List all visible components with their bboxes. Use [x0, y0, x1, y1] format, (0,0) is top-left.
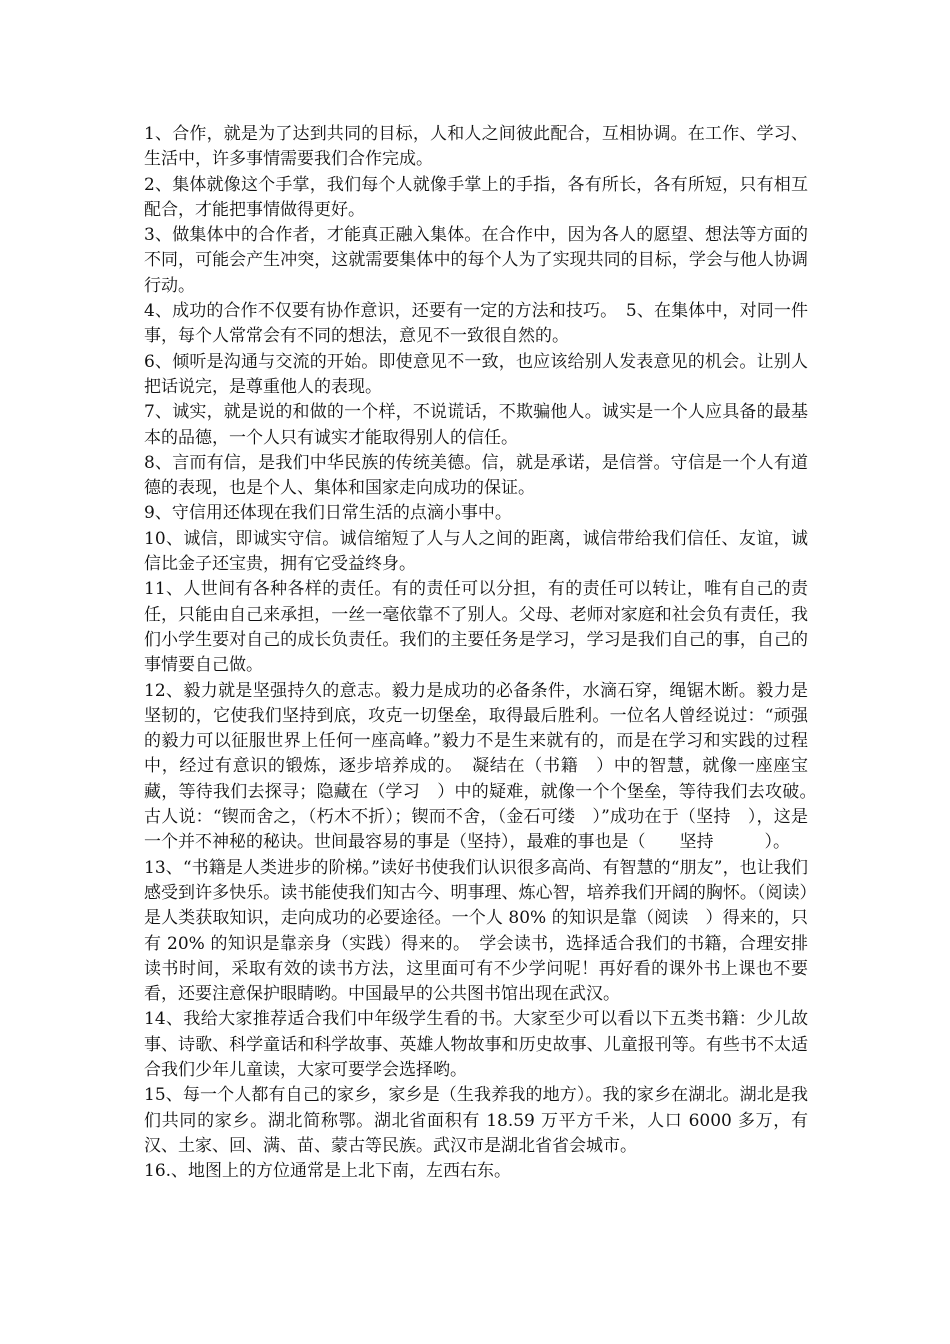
paragraph-9: 9、守信用还体现在我们日常生活的点滴小事中。 — [144, 503, 512, 524]
paragraph-11: 11、人世间有各种各样的责任。有的责任可以分担，有的责任可以转让，唯有自己的责任，只能由自己来承担，一丝一毫依靠不了别人。父母、老师对家庭和社会负有责任，我们小学生要对自己的成长负责任。我们的主要任务是学习，学习是我们自己的事，自己的事情要自己做。 — [144, 579, 808, 676]
paragraph-13: 13、“书籍是人类进步的阶梯。”读好书使我们认识很多高尚、有智慧的“朋友”，也让我们感受到许多快乐。读书能使我们知古今、明事理、炼心智，培养我们开阔的胸怀。（阅读）是人类获取知识，走向成功的必要途径。一个人 80% 的知识是靠（阅读 ）得来的，只有 20% 的知识是靠亲身（实践）得来的。 学会读书，选择适合我们的书籍，合理安排读书时间，采取有效的读书方法，这里面可有不少学问呢！再好看的课外书上课也不要看，还要注意保护眼睛哟。中国最早的公共图书馆出现在武汉。 — [144, 857, 808, 1005]
paragraph-6: 6、倾听是沟通与交流的开始。即使意见不一致，也应该给别人发表意见的机会。让别人把话说完，是尊重他人的表现。 — [144, 351, 808, 397]
paragraph-16: 16.、地图上的方位通常是上北下南，左西右东。 — [144, 1161, 512, 1182]
paragraph-4-5: 4、成功的合作不仅要有协作意识，还要有一定的方法和技巧。 5、在集体中，对同一件事，每个人常常会有不同的想法，意见不一致很自然的。 — [144, 301, 808, 347]
paragraph-15: 15、每一个人都有自己的家乡，家乡是（生我养我的地方）。我的家乡在湖北。湖北是我们共同的家乡。湖北简称鄂。湖北省面积有 18.59 万平方千米，人口 6000 多万，有汉、土家、回、满、苗、蒙古等民族。武汉市是湖北省省会城市。 — [144, 1085, 808, 1156]
paragraph-3: 3、做集体中的合作者，才能真正融入集体。在合作中，因为各人的愿望、想法等方面的不同，可能会产生冲突，这就需要集体中的每个人为了实现共同的目标，学会与他人协调行动。 — [144, 225, 808, 296]
paragraph-14: 14、我给大家推荐适合我们中年级学生看的书。大家至少可以看以下五类书籍：少儿故事、诗歌、科学童话和科学故事、英雄人物故事和历史故事、儿童报刊等。有些书不太适合我们少年儿童读，大家可要学会选择哟。 — [144, 1009, 808, 1080]
document-body — [144, 122, 825, 1184]
paragraph-2: 2、集体就像这个手掌，我们每个人就像手掌上的手指，各有所长，各有所短，只有相互配合，才能把事情做得更好。 — [144, 174, 808, 220]
paragraph-12: 12、毅力就是坚强持久的意志。毅力是成功的必备条件，水滴石穿，绳锯木断。毅力是坚韧的，它使我们坚持到底，攻克一切堡垒，取得最后胜利。一位名人曾经说过：“顽强的毅力可以征服世界上任何一座高峰。”毅力不是生来就有的，而是在学习和实践的过程中，经过有意识的锻炼，逐步培养成的。 凝结在（书籍 ）中的智慧，就像一座座宝藏，等待我们去探寻；隐藏在（学习 ）中的疑难，就像一个个堡垒，等待我们去攻破。 古人说：“锲而舍之，（朽木不折）；锲而不舍，（金石可缕 ）”成功在于（坚持 ），这是一个并不神秘的秘诀。世间最容易的事是（坚持），最难的事也是（ 坚持 ）。 — [144, 680, 825, 853]
paragraph-8: 8、言而有信，是我们中华民族的传统美德。信，就是承诺，是信誉。守信是一个人有道德的表现，也是个人、集体和国家走向成功的保证。 — [144, 452, 808, 499]
paragraph-1: 1、合作，就是为了达到共同的目标，人和人之间彼此配合，互相协调。在工作、学习、生活中，许多事情需要我们合作完成。 — [144, 124, 808, 170]
paragraph-10: 10、诚信，即诚实守信。诚信缩短了人与人之间的距离，诚信带给我们信任、友谊，诚信比金子还宝贵，拥有它受益终身。 — [144, 528, 808, 575]
paragraph-7: 7、诚实，就是说的和做的一个样，不说谎话，不欺骗他人。诚实是一个人应具备的最基本的品德，一个人只有诚实才能取得别人的信任。 — [144, 402, 808, 448]
